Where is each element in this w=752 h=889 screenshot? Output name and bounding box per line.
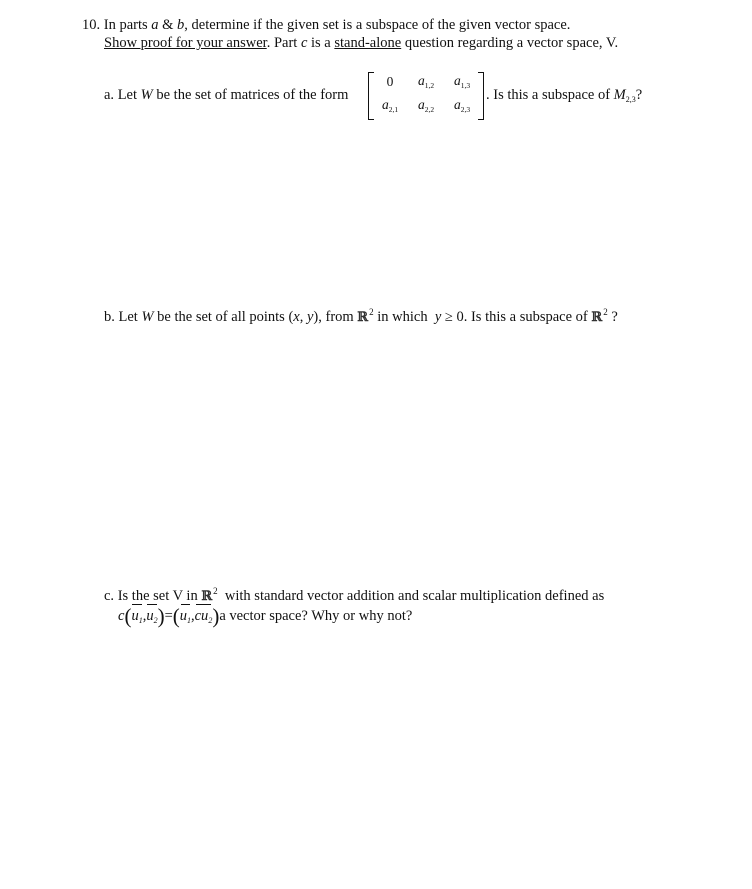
matrix-cell-2-1: [374, 97, 406, 114]
vector-u1: [131, 605, 142, 632]
let-text: Let: [117, 87, 141, 103]
part-a-label: a.: [104, 87, 115, 103]
var-u: u: [146, 608, 154, 624]
part-b-text-3: in which: [373, 309, 432, 325]
part-a-ref: a: [151, 17, 159, 33]
matrix-cell-2-3: [446, 97, 478, 114]
vector-cu2: [195, 605, 213, 632]
matrix-cell-1-3: [446, 73, 478, 90]
part-c-label: c.: [104, 588, 115, 604]
cell-value: a: [453, 73, 461, 88]
set-W: W: [141, 309, 154, 325]
equals-sign: =: [164, 608, 173, 624]
after-proof-text: . Part: [266, 35, 301, 51]
real-numbers-symbol: ℝ: [591, 310, 603, 325]
part-c-ref: c: [300, 35, 308, 51]
real-numbers-symbol: ℝ: [357, 310, 369, 325]
part-b-ref: b: [177, 17, 185, 33]
cell-value: a: [381, 97, 389, 112]
set-W: W: [140, 87, 153, 103]
problem-statement-line2: [104, 35, 618, 52]
part-a-question: [486, 87, 642, 108]
matrix-cell-2-2: [410, 97, 442, 114]
show-proof-text: Show proof for your answer: [104, 35, 267, 51]
exponent: 2: [603, 307, 608, 317]
part-c-text-2: with standard vector addition and scalar multiplication defined as: [221, 588, 605, 604]
question-text: . Is this a subspace of: [486, 87, 614, 103]
part-c-question: a vector space? Why or why not?: [219, 608, 413, 624]
var-u: u: [179, 608, 187, 624]
part-c-text: Is the set V in: [117, 588, 202, 604]
var-y: y: [306, 309, 314, 325]
scalar-c: c: [118, 608, 125, 624]
intro-text: In parts: [103, 17, 152, 33]
cell-value: a: [417, 73, 425, 88]
space-M: M: [613, 87, 626, 103]
rest-text: question regarding a vector space, V.: [401, 35, 619, 51]
comma: ,: [299, 309, 307, 325]
vector-u1: [180, 605, 191, 632]
part-c: [104, 583, 604, 605]
question-mark: ?: [607, 309, 618, 325]
left-paren: (: [172, 604, 180, 628]
right-paren: ): [212, 604, 220, 628]
cell-subscript: 1,3: [460, 81, 471, 90]
subscript: 2: [153, 616, 158, 625]
problem-number: 10.: [82, 17, 101, 33]
subscript: 2: [208, 616, 213, 625]
left-paren: (: [124, 604, 132, 628]
matrix-cell-1-1: [374, 74, 406, 90]
var-cu: cu: [194, 608, 209, 624]
problem-statement: [82, 17, 570, 34]
comma: ,: [142, 608, 147, 624]
matrix-right-bracket: [478, 72, 484, 120]
matrix-form: [368, 72, 484, 120]
cell-subscript: 2,3: [460, 105, 471, 114]
comma: ,: [191, 608, 195, 624]
question-mark: ?: [635, 87, 643, 103]
part-a-text: be the set of matrices of the form: [152, 87, 349, 103]
vector-u2: [146, 605, 157, 632]
is-a-text: is a: [307, 35, 335, 51]
var-y: y: [434, 309, 442, 325]
subscript: 1: [187, 616, 191, 625]
part-b-text-2: ), from: [313, 309, 358, 325]
space-M-subscript: 2,3: [625, 95, 636, 104]
var-u: u: [131, 608, 139, 624]
condition-text: ≥ 0. Is this a subspace of: [441, 309, 592, 325]
cell-subscript: 2,1: [388, 105, 399, 114]
cell-subscript: 2,2: [424, 105, 435, 114]
intro-text-2: , determine if the given set is a subspace of the given vector space.: [184, 17, 571, 33]
var-x: x: [293, 309, 300, 325]
matrix-cell-1-2: [410, 73, 442, 90]
part-b-text: be the set of all points (: [153, 309, 294, 325]
cell-value: a: [453, 97, 461, 112]
ampersand: &: [158, 17, 178, 33]
exponent: 2: [213, 586, 218, 596]
part-c-definition: [118, 605, 412, 632]
exponent: 2: [369, 307, 374, 317]
part-b-label: b.: [104, 309, 115, 325]
part-b: [104, 304, 618, 326]
part-a: [104, 87, 348, 104]
subscript: 1: [138, 616, 143, 625]
cell-value: 0: [386, 74, 394, 89]
cell-subscript: 1,2: [424, 81, 435, 90]
standalone-text: stand-alone: [334, 35, 402, 51]
let-text: Let: [118, 309, 142, 325]
right-paren: ): [157, 604, 165, 628]
cell-value: a: [417, 97, 425, 112]
real-numbers-symbol: ℝ: [201, 589, 213, 604]
